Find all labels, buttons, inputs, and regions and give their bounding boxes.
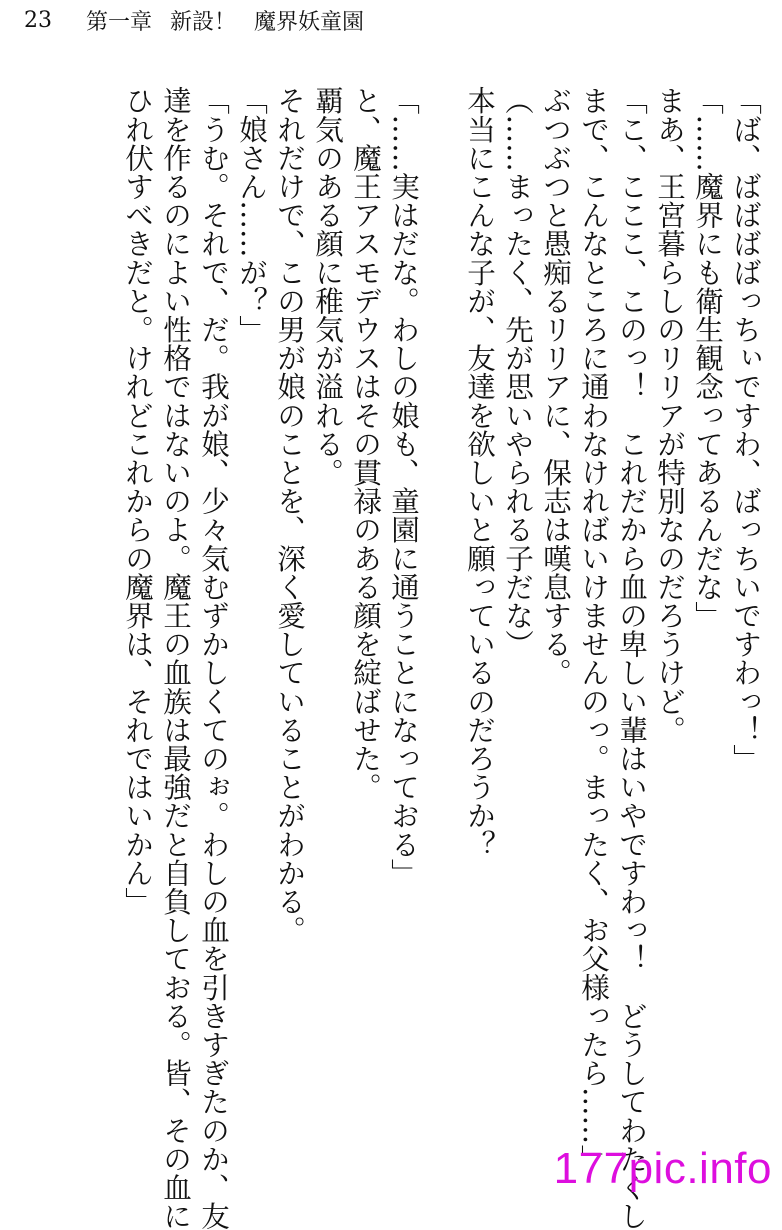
text-line: 覇気のある顔に稚気が溢れる。	[311, 86, 345, 487]
text-line: 達を作るのによい性格ではないのよ。魔王の血族は最強だと自負しておる。皆、その血に	[159, 86, 193, 1230]
text-line: ぶつぶつと愚痴るリリアに、保志は嘆息する。	[539, 86, 573, 687]
watermark: 177pic.info	[553, 1144, 772, 1193]
text-line: 「……魔界にも衛生観念ってあるんだな」	[691, 86, 725, 630]
text-line: 「ば、ばばばばっちぃですわ、ばっちいですわっ！」	[729, 86, 763, 773]
text-line: （……まったく、先が思いやられる子だな）	[501, 86, 535, 658]
text-line: それだけで、この男が娘のことを、深く愛していることがわかる。	[273, 86, 307, 944]
text-line: まあ、王宮暮らしのリリアが特別なのだろうけど。	[653, 86, 687, 744]
section-title: 魔界妖童園	[254, 9, 365, 35]
text-line: 「……実はだな。わしの娘も、童園に通うことになっておる」	[387, 86, 421, 887]
text-line: と、魔王アスモデウスはその貫禄のある顔を綻ばせた。	[349, 86, 383, 801]
text-line: 「うむ。それで、だ。我が娘、少々気むずかしくてのぉ。わしの血を引きすぎたのか、友	[197, 86, 231, 1230]
text-line: 「娘さん……が？」	[235, 86, 269, 344]
chapter-title: 新設！	[170, 9, 237, 35]
text-line: 本当にこんな子が、友達を欲しいと願っているのだろうか？	[463, 86, 497, 859]
chapter-label: 第一章	[86, 9, 153, 35]
text-line: 「こ、こここ、このっ！ これだから血の卑しい輩はいやですわっ！ どうしてわたくし	[615, 86, 649, 1230]
running-header	[24, 4, 364, 36]
page-number: 23	[24, 7, 52, 33]
text-line: まで、こんなところに通わなければいけませんのっ。まったく、お父様ったら……」	[577, 86, 611, 1173]
text-line: ひれ伏すべきだと。けれどこれからの魔界は、それではいかん」	[121, 86, 155, 916]
